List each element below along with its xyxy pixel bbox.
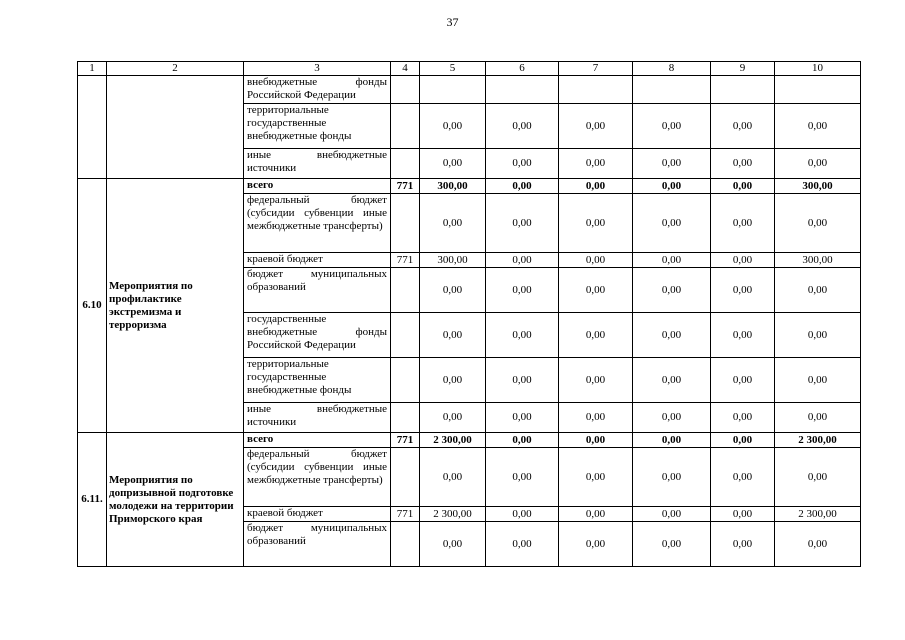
amount-cell: 0,00 — [559, 507, 633, 522]
amount-cell: 0,00 — [559, 149, 633, 179]
funding-source: внебюджетные фонды Российской Федерации — [244, 76, 391, 104]
amount-cell: 0,00 — [775, 358, 861, 403]
amount-cell: 0,00 — [559, 268, 633, 313]
amount-cell: 0,00 — [711, 433, 775, 448]
amount-cell: 0,00 — [775, 268, 861, 313]
amount-cell: 0,00 — [711, 522, 775, 567]
amount-cell: 0,00 — [711, 358, 775, 403]
budget-code — [391, 104, 420, 149]
amount-cell: 0,00 — [633, 448, 711, 507]
amount-cell: 0,00 — [559, 179, 633, 194]
budget-code — [391, 522, 420, 567]
amount-cell: 0,00 — [420, 104, 486, 149]
measure-number — [78, 76, 107, 179]
amount-cell: 0,00 — [711, 179, 775, 194]
header-cell: 9 — [711, 62, 775, 76]
amount-cell: 0,00 — [775, 448, 861, 507]
budget-code — [391, 403, 420, 433]
amount-cell: 0,00 — [486, 522, 559, 567]
budget-code: 771 — [391, 179, 420, 194]
amount-cell: 0,00 — [633, 268, 711, 313]
amount-cell: 0,00 — [633, 149, 711, 179]
amount-cell: 0,00 — [486, 149, 559, 179]
amount-cell — [486, 76, 559, 104]
amount-cell: 0,00 — [486, 253, 559, 268]
amount-cell: 0,00 — [486, 403, 559, 433]
amount-cell — [420, 76, 486, 104]
budget-code: 771 — [391, 433, 420, 448]
amount-cell: 0,00 — [633, 104, 711, 149]
amount-cell: 0,00 — [420, 149, 486, 179]
amount-cell: 0,00 — [486, 433, 559, 448]
funding-source: краевой бюджет — [244, 507, 391, 522]
budget-code: 771 — [391, 253, 420, 268]
budget-code — [391, 149, 420, 179]
amount-cell: 0,00 — [559, 448, 633, 507]
budget-code — [391, 313, 420, 358]
amount-cell: 2 300,00 — [775, 433, 861, 448]
amount-cell: 0,00 — [420, 268, 486, 313]
amount-cell: 0,00 — [633, 403, 711, 433]
funding-source: бюджет муниципальных образований — [244, 522, 391, 567]
funding-source: государственные внебюджетные фонды Российской Федерации — [244, 313, 391, 358]
amount-cell: 0,00 — [633, 358, 711, 403]
page-number: 37 — [446, 15, 459, 29]
funding-source: бюджет муниципальных образований — [244, 268, 391, 313]
amount-cell: 300,00 — [420, 253, 486, 268]
amount-cell: 0,00 — [711, 448, 775, 507]
amount-cell: 0,00 — [559, 358, 633, 403]
amount-cell: 0,00 — [420, 403, 486, 433]
funding-source: краевой бюджет — [244, 253, 391, 268]
header-cell: 3 — [244, 62, 391, 76]
funding-source: всего — [244, 179, 391, 194]
amount-cell: 0,00 — [486, 507, 559, 522]
amount-cell: 2 300,00 — [775, 507, 861, 522]
funding-source: территориальные государственные внебюджетные фонды — [244, 358, 391, 403]
funding-source: иные внебюджетные источники — [244, 149, 391, 179]
header-cell: 6 — [486, 62, 559, 76]
amount-cell: 0,00 — [559, 313, 633, 358]
measure-name: Мероприятия по профилактике экстремизма и терроризма — [107, 179, 244, 433]
budget-code — [391, 358, 420, 403]
measure-name — [107, 76, 244, 179]
amount-cell: 0,00 — [633, 522, 711, 567]
funding-source: территориальные государственные внебюджетные фонды — [244, 104, 391, 149]
amount-cell: 0,00 — [633, 433, 711, 448]
amount-cell: 0,00 — [711, 403, 775, 433]
amount-cell — [775, 76, 861, 104]
amount-cell: 0,00 — [775, 403, 861, 433]
amount-cell: 0,00 — [486, 179, 559, 194]
measure-number: 6.10 — [78, 179, 107, 433]
budget-code: 771 — [391, 507, 420, 522]
header-cell: 1 — [78, 62, 107, 76]
amount-cell: 300,00 — [420, 179, 486, 194]
amount-cell: 0,00 — [775, 313, 861, 358]
amount-cell: 0,00 — [559, 104, 633, 149]
amount-cell: 0,00 — [420, 194, 486, 253]
amount-cell: 0,00 — [486, 358, 559, 403]
budget-code — [391, 76, 420, 104]
amount-cell: 0,00 — [486, 194, 559, 253]
amount-cell: 0,00 — [559, 253, 633, 268]
amount-cell: 300,00 — [775, 179, 861, 194]
amount-cell: 0,00 — [711, 507, 775, 522]
amount-cell: 0,00 — [420, 358, 486, 403]
header-row — [78, 62, 861, 76]
amount-cell: 0,00 — [486, 313, 559, 358]
amount-cell: 0,00 — [775, 194, 861, 253]
budget-table — [77, 61, 861, 567]
budget-code — [391, 448, 420, 507]
amount-cell: 0,00 — [711, 149, 775, 179]
amount-cell: 0,00 — [775, 149, 861, 179]
funding-source: федеральный бюджет (субсидии субвенции иные межбюджетные трансферты) — [244, 448, 391, 507]
amount-cell: 0,00 — [420, 522, 486, 567]
amount-cell: 0,00 — [559, 194, 633, 253]
amount-cell — [633, 76, 711, 104]
amount-cell: 0,00 — [559, 522, 633, 567]
funding-source: федеральный бюджет (субсидии субвенции иные межбюджетные трансферты) — [244, 194, 391, 253]
funding-source: всего — [244, 433, 391, 448]
amount-cell: 0,00 — [633, 507, 711, 522]
amount-cell: 0,00 — [633, 253, 711, 268]
budget-code — [391, 268, 420, 313]
amount-cell: 0,00 — [711, 194, 775, 253]
table-row — [78, 179, 861, 194]
header-cell: 4 — [391, 62, 420, 76]
amount-cell: 0,00 — [775, 104, 861, 149]
amount-cell: 0,00 — [711, 313, 775, 358]
header-cell: 5 — [420, 62, 486, 76]
amount-cell: 0,00 — [559, 433, 633, 448]
measure-number: 6.11. — [78, 433, 107, 567]
amount-cell: 0,00 — [420, 448, 486, 507]
amount-cell: 0,00 — [711, 104, 775, 149]
header-cell: 8 — [633, 62, 711, 76]
header-cell: 2 — [107, 62, 244, 76]
funding-source: иные внебюджетные источники — [244, 403, 391, 433]
header-cell: 7 — [559, 62, 633, 76]
amount-cell: 2 300,00 — [420, 433, 486, 448]
budget-code — [391, 194, 420, 253]
amount-cell: 0,00 — [486, 448, 559, 507]
amount-cell: 0,00 — [486, 268, 559, 313]
table-row — [78, 76, 861, 104]
amount-cell: 0,00 — [420, 313, 486, 358]
amount-cell — [711, 76, 775, 104]
amount-cell: 0,00 — [633, 179, 711, 194]
header-cell: 10 — [775, 62, 861, 76]
amount-cell: 0,00 — [633, 194, 711, 253]
measure-name: Мероприятия по допризывной подготовке молодежи на территории Приморского края — [107, 433, 244, 567]
amount-cell: 0,00 — [559, 403, 633, 433]
amount-cell: 0,00 — [486, 104, 559, 149]
table-row — [78, 433, 861, 448]
amount-cell: 0,00 — [711, 253, 775, 268]
amount-cell: 2 300,00 — [420, 507, 486, 522]
amount-cell — [559, 76, 633, 104]
amount-cell: 0,00 — [775, 522, 861, 567]
amount-cell: 0,00 — [633, 313, 711, 358]
amount-cell: 300,00 — [775, 253, 861, 268]
amount-cell: 0,00 — [711, 268, 775, 313]
